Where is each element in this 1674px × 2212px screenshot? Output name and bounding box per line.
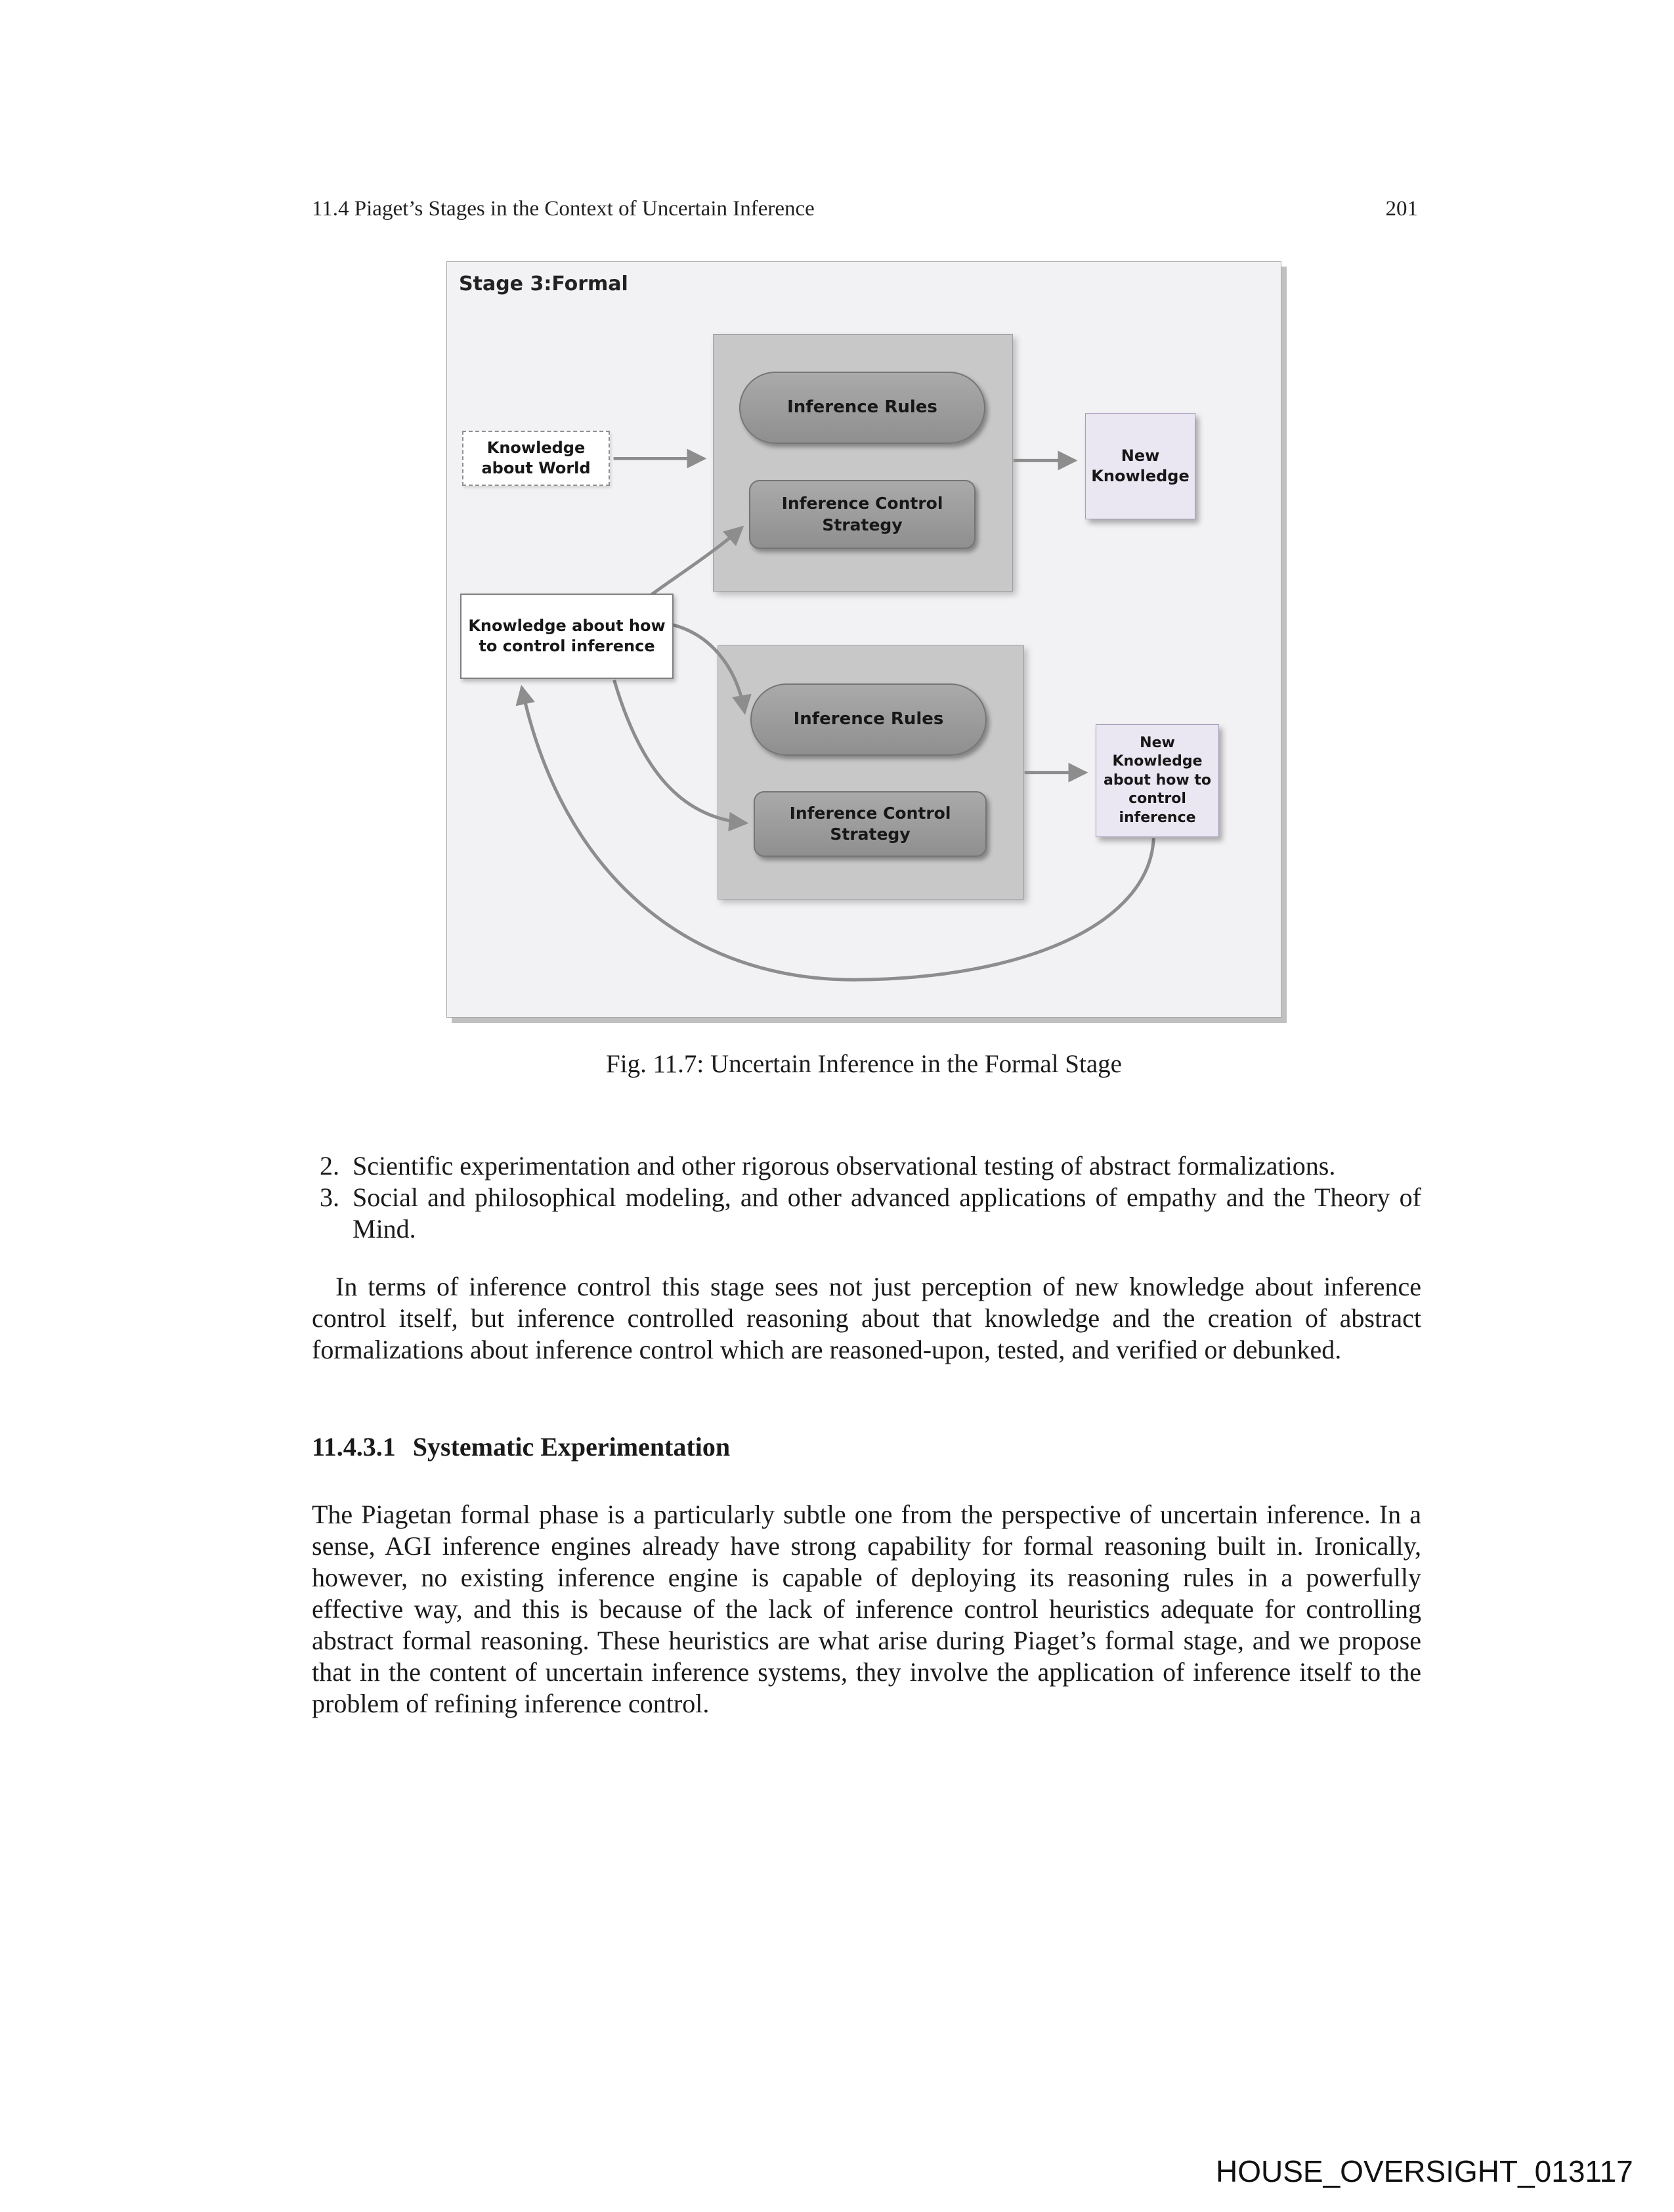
node-new-knowledge bbox=[1085, 413, 1195, 519]
diagram-canvas bbox=[446, 261, 1281, 1018]
list-item-3 bbox=[312, 1182, 1421, 1245]
node-inference-rules-bottom-label: Inference Rules bbox=[793, 709, 944, 729]
page-number: 201 bbox=[1385, 197, 1418, 221]
body-text-column bbox=[312, 1150, 1421, 1746]
node-knowledge-about-world bbox=[462, 431, 610, 486]
node-inference-control-strategy-bottom bbox=[754, 791, 987, 857]
node-inference-rules-bottom bbox=[750, 683, 987, 756]
list-item-2-number: 2. bbox=[320, 1151, 339, 1181]
node-new-knowledge-control-label: New Knowledge about how to control inference bbox=[1104, 734, 1211, 826]
section-heading-title: Systematic Experimentation bbox=[412, 1432, 731, 1462]
section-heading bbox=[312, 1431, 1421, 1463]
paragraph-systematic-experimentation: The Piagetan formal phase is a particularly subtle one from the perspective of uncertain inference. In a sense, AGI inference engines already have strong capability for formal reasoning built in. Ironically, however, no existing inference engine is capable of deploying its reasoning rules in a powerfully effective way, and this is because of the lack of inference control heuristics adequate for controlling abstract formal reasoning. These heuristics are what arise during Piaget’s formal stage, and we propose that in the content of uncertain inference systems, they involve the application of inference itself to the problem of refining inference control. bbox=[312, 1500, 1421, 1718]
list-item-2-text: Scientific experimentation and other rigorous observational testing of abstract formalizations. bbox=[353, 1151, 1336, 1181]
running-head-title: 11.4 Piaget’s Stages in the Context of Uncertain Inference bbox=[312, 197, 815, 221]
node-new-knowledge-control bbox=[1096, 724, 1219, 837]
running-head bbox=[312, 197, 1418, 221]
figure-caption: Fig. 11.7: Uncertain Inference in the Formal Stage bbox=[606, 1050, 1122, 1078]
node-inference-control-strategy-top-label: Inference Control Strategy bbox=[781, 494, 943, 534]
node-knowledge-about-control-label: Knowledge about how to control inference bbox=[468, 616, 666, 655]
node-inference-rules-top bbox=[739, 372, 985, 444]
figure-11-7 bbox=[446, 261, 1281, 1079]
node-knowledge-about-world-label: Knowledge about World bbox=[481, 438, 591, 477]
list-item-3-text: Social and philosophical modeling, and other advanced applications of empathy and the Theory of Mind. bbox=[353, 1182, 1421, 1244]
node-inference-rules-top-label: Inference Rules bbox=[787, 397, 937, 418]
node-new-knowledge-label: New Knowledge bbox=[1091, 446, 1190, 485]
node-inference-control-strategy-top bbox=[749, 480, 976, 549]
list-item-2 bbox=[312, 1150, 1421, 1182]
node-knowledge-about-control bbox=[460, 594, 674, 679]
watermark-text: HOUSE_OVERSIGHT_013117 bbox=[1216, 2154, 1633, 2188]
paragraph-inference-control: In terms of inference control this stage sees not just perception of new knowledge about inference control itself, but inference controlled reasoning about that knowledge and the creation of abstract formalizations about inference control which are reasoned-upon, tested, and verified or debunked. bbox=[312, 1272, 1421, 1364]
diagram-stage-title: Stage 3:Formal bbox=[459, 272, 628, 295]
section-heading-number: 11.4.3.1 bbox=[312, 1432, 396, 1462]
list-item-3-number: 3. bbox=[320, 1182, 339, 1212]
node-inference-control-strategy-bottom-label: Inference Control Strategy bbox=[789, 803, 951, 844]
